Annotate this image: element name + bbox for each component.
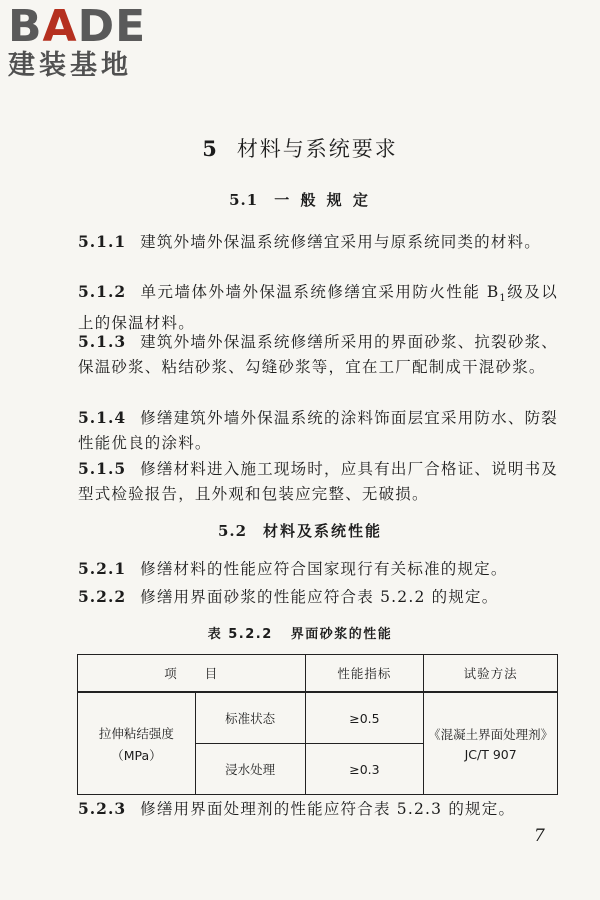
clause-5-1-1 (78, 229, 558, 255)
section-title-text: 一 般 规 定 (274, 191, 371, 209)
table-caption (0, 623, 600, 642)
interface-mortar-table (77, 654, 558, 795)
method-cell (424, 692, 558, 795)
table-header-row (78, 655, 558, 693)
clause-text: 修缮材料进入施工现场时，应具有出厂合格证、说明书及型式检验报告，且外观和包装应完整、无破损。 (78, 460, 558, 503)
logo-subtitle: 建装基地 (8, 50, 132, 81)
table-title: 界面砂浆的性能 (290, 627, 393, 642)
clause-text: 修缮用界面处理剂的性能应符合表 5.2.3 的规定。 (140, 800, 516, 818)
clause-number: 5.2.1 (78, 559, 127, 578)
table-number: 表 5.2.2 (207, 627, 273, 642)
clause-5-1-5 (78, 456, 558, 507)
clause-text: 建筑外墙外保温系统修缮宜采用与原系统同类的材料。 (140, 233, 541, 251)
group-label-line2: （MPa） (111, 747, 162, 763)
header-item: 项 目 (78, 655, 306, 693)
method-line2: JC/T 907 (464, 747, 517, 762)
condition-cell: 浸水处理 (195, 744, 305, 795)
clause-subscript: 1 (499, 293, 507, 305)
condition-cell: 标准状态 (195, 692, 305, 744)
value-cell: ≥0.3 (305, 744, 424, 795)
clause-number: 5.2.2 (78, 587, 127, 606)
table-row (78, 692, 558, 744)
clause-number: 5.2.3 (78, 799, 127, 818)
header-index: 性能指标 (305, 655, 424, 693)
group-label-line1: 拉伸粘结强度 (98, 725, 174, 741)
clause-text: 修缮材料的性能应符合国家现行有关标准的规定。 (140, 560, 508, 578)
clause-5-1-3 (78, 329, 558, 380)
page-number: 7 (534, 826, 545, 846)
clause-number: 5.1.5 (78, 459, 127, 478)
chapter-title (0, 133, 600, 163)
clause-5-2-1 (78, 556, 558, 582)
clause-text: 修缮用界面砂浆的性能应符合表 5.2.2 的规定。 (140, 588, 499, 606)
header-method: 试验方法 (424, 655, 558, 693)
clause-5-2-3 (78, 796, 558, 822)
section-number: 5.1 (229, 191, 259, 209)
section-title-5-1 (0, 189, 600, 210)
clause-text: 建筑外墙外保温系统修缮所采用的界面砂浆、抗裂砂浆、保温砂浆、粘结砂浆、勾缝砂浆等，宜在工厂配制成干混砂浆。 (78, 333, 558, 376)
clause-5-2-2 (78, 584, 558, 610)
method-line1: 《混凝土界面处理剂》 (428, 727, 554, 742)
clause-number: 5.1.4 (78, 408, 127, 427)
clause-number: 5.1.1 (78, 232, 127, 251)
clause-number: 5.1.3 (78, 332, 127, 351)
clause-number: 5.1.2 (78, 282, 127, 301)
value-cell: ≥0.5 (305, 692, 424, 744)
section-number: 5.2 (217, 522, 248, 540)
clause-text-pre: 单元墙体外墙外保温系统修缮宜采用防火性能 B (140, 283, 500, 301)
clause-5-1-2 (78, 279, 558, 336)
clause-5-1-4 (78, 405, 558, 456)
clause-text: 修缮建筑外墙外保温系统的涂料饰面层宜采用防水、防裂性能优良的涂料。 (78, 409, 558, 452)
section-title-text: 材料及系统性能 (263, 522, 383, 540)
clause-text-post: 级及以上的保温材料。 (78, 283, 558, 333)
logo-wordmark: BADE (8, 1, 147, 52)
chapter-title-text: 材料与系统要求 (236, 137, 398, 161)
publisher-logo (8, 1, 183, 86)
chapter-number: 5 (202, 136, 219, 161)
section-title-5-2 (0, 520, 600, 541)
group-label-cell (78, 692, 196, 795)
